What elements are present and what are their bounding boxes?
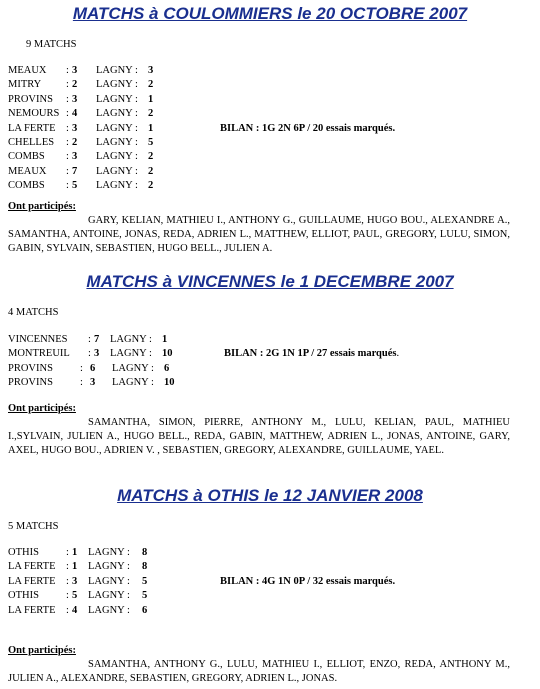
- participants-list: GARY, KELIAN, MATHIEU I., ANTHONY G., GUILLAUME, HUGO BOU., ALEXANDRE A., SAMANTHA, ANTOINE, JONAS, REDA, ADRIEN L., MATTHEW, ELLIOT, PAUL, GREGORY, LULU, SIMON, GABIN, SYLVAIN, SEBASTIEN, HUGO BELL., JULIEN A.: [8, 215, 510, 254]
- bilan-summary: BILAN : 4G 1N 0P / 32 essais marqués.: [220, 576, 396, 587]
- participants-heading: Ont participés:: [8, 201, 76, 212]
- match-count: 9 MATCHS: [26, 39, 77, 50]
- match-count: 4 MATCHS: [8, 307, 59, 318]
- section-title-coulommiers: MATCHS à COULOMMIERS le 20 OCTOBRE 2007: [72, 4, 468, 23]
- section-title-othis: MATCHS à OTHIS le 12 JANVIER 2008: [117, 486, 423, 505]
- participants-list: SAMANTHA, ANTHONY G., LULU, MATHIEU I., ELLIOT, ENZO, REDA, ANTHONY M., JULIEN A., ALEXANDRE, SEBASTIEN, GREGORY, ADRIEN L., JONAS.: [8, 659, 510, 684]
- bilan-summary: BILAN : 2G 1N 1P / 27 essais marqués.: [224, 348, 400, 359]
- match-count: 5 MATCHS: [8, 521, 59, 532]
- bilan-summary: BILAN : 1G 2N 6P / 20 essais marqués.: [220, 123, 396, 134]
- participants-heading: Ont participés:: [8, 645, 76, 656]
- participants-heading: Ont participés:: [8, 403, 76, 414]
- section-title-vincennes: MATCHS à VINCENNES le 1 DECEMBRE 2007: [86, 272, 454, 291]
- participants-list: SAMANTHA, SIMON, PIERRE, ANTHONY M., LULU, KELIAN, PAUL, MATHIEU I.,SYLVAIN, JULIEN A., HUGO BELL., REDA, GABIN, MATTHEW, ADRIEN L., JONAS, ANTOINE, GARY, AXEL, HUGO BOU., ADRIEN V. , SEBASTIEN, GREGORY, ALEXANDRE, GUILLAUME, YAEL.: [8, 417, 510, 456]
